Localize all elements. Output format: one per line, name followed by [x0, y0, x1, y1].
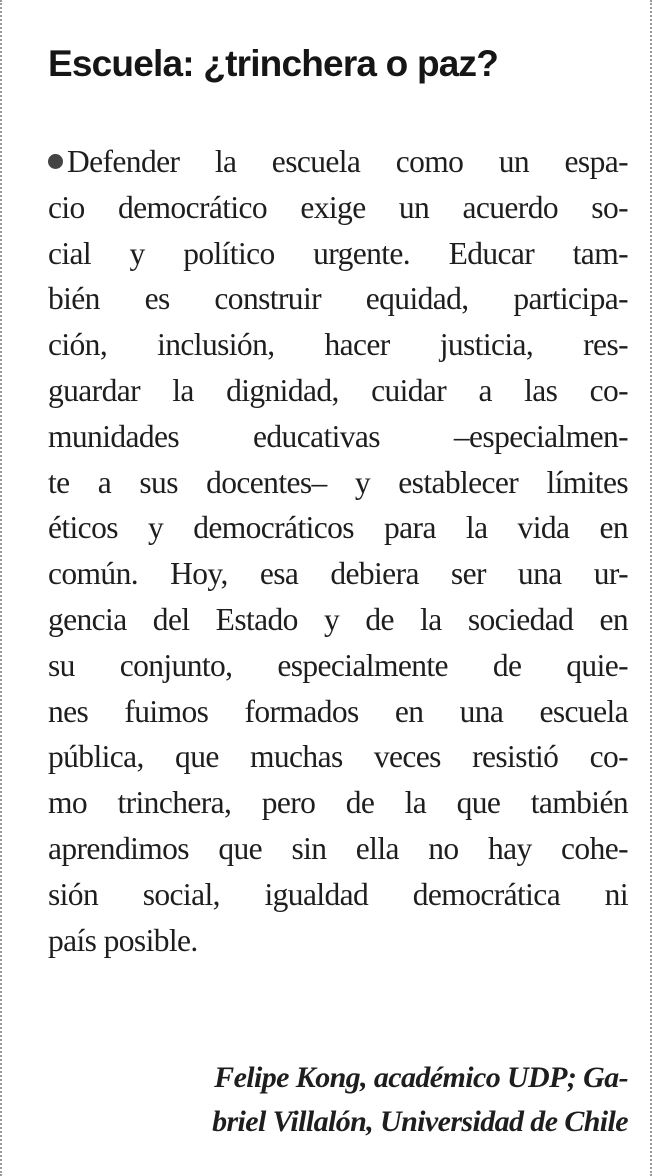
body-line: guardar la dignidad, cuidar a las co- — [48, 372, 628, 408]
body-line: cial y político urgente. Educar tam- — [48, 235, 628, 271]
signature-line: briel Villalón, Universidad de Chile — [212, 1105, 628, 1138]
bullet-icon — [48, 154, 63, 169]
right-dotted-border — [642, 0, 652, 1176]
body-line: éticos y democráticos para la vida en — [48, 510, 628, 546]
left-dotted-border — [0, 0, 10, 1176]
letter-body — [48, 139, 628, 963]
signature-line: Felipe Kong, académico UDP; Ga- — [214, 1061, 628, 1094]
body-line: mo trinchera, pero de la que también — [48, 785, 628, 821]
body-line — [48, 139, 628, 185]
body-line: bién es construir equidad, participa- — [48, 281, 628, 317]
body-line: nes fuimos formados en una escuela — [48, 693, 628, 729]
body-line: sión social, igualdad democrática ni — [48, 876, 628, 912]
headline: Escuela: ¿trinchera o paz? — [48, 43, 499, 84]
signature — [48, 1056, 628, 1144]
body-line: ción, inclusión, hacer justicia, res- — [48, 327, 628, 363]
body-line: su conjunto, especialmente de quie- — [48, 647, 628, 683]
body-line: común. Hoy, esa debiera ser una ur- — [48, 556, 628, 592]
body-line: munidades educativas –especialmen- — [48, 418, 628, 454]
body-line: cio democrático exige un acuerdo so- — [48, 189, 628, 225]
body-line: país posible. — [48, 922, 198, 958]
body-line: te a sus docentes– y establecer límites — [48, 464, 628, 500]
body-line: aprendimos que sin ella no hay cohe- — [48, 830, 628, 866]
body-line-text: Defender la escuela como un espa- — [67, 144, 628, 179]
body-line: gencia del Estado y de la sociedad en — [48, 601, 628, 637]
body-line: pública, que muchas veces resistió co- — [48, 739, 628, 775]
